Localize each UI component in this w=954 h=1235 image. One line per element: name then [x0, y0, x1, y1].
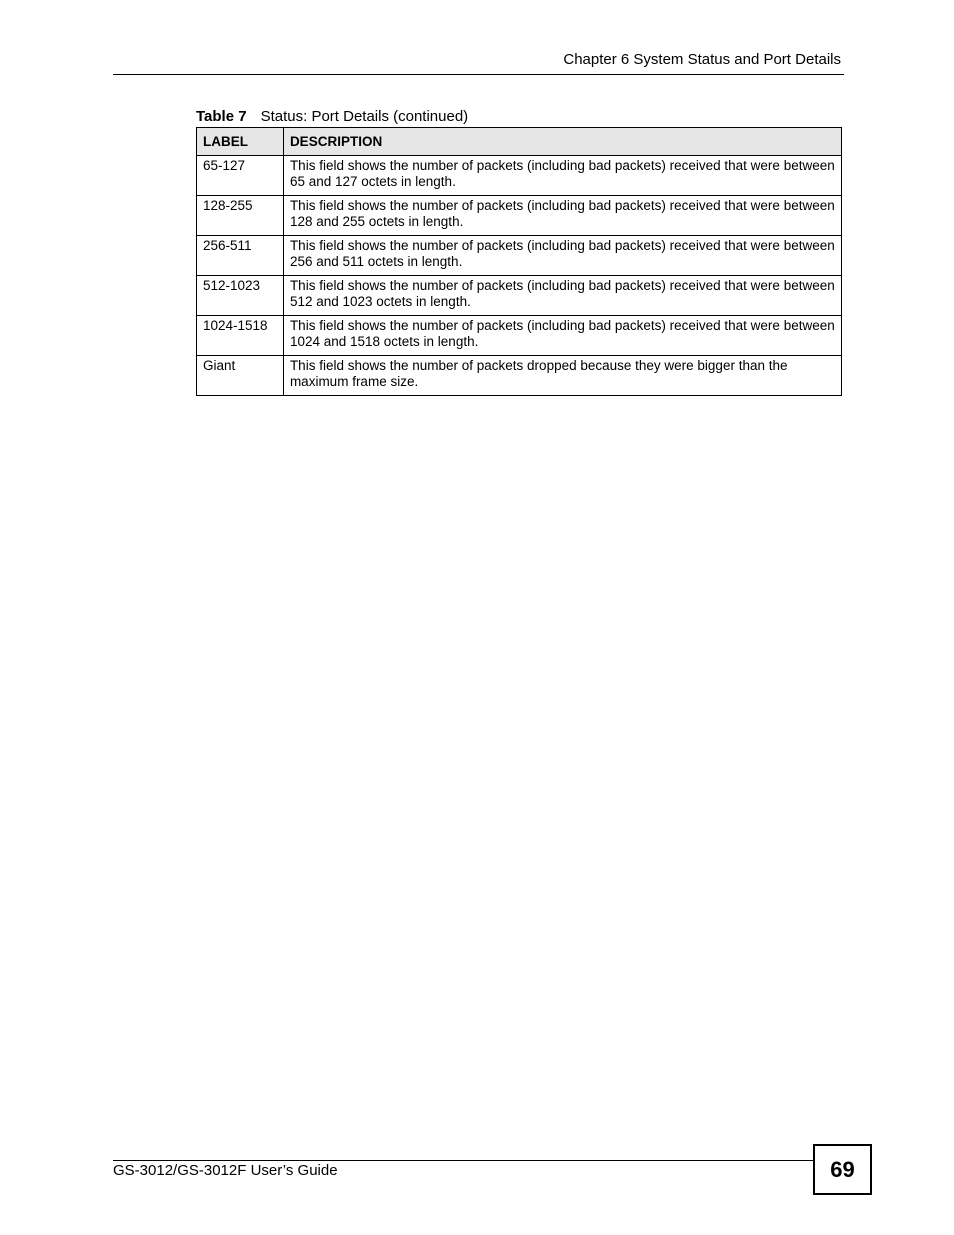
chapter-header: Chapter 6 System Status and Port Details [563, 51, 841, 68]
column-header-label: LABEL [197, 128, 284, 156]
row-description: This field shows the number of packets (including bad packets) received that were between 512 and 1023 octets in length. [283, 276, 841, 316]
header-divider [113, 74, 844, 75]
table-row [197, 236, 842, 276]
table-row [197, 196, 842, 236]
column-header-description: DESCRIPTION [283, 128, 841, 156]
row-description: This field shows the number of packets dropped because they were bigger than the maximum frame size. [283, 356, 841, 396]
footer-divider [113, 1160, 814, 1161]
row-description: This field shows the number of packets (including bad packets) received that were between 65 and 127 octets in length. [283, 156, 841, 196]
row-description: This field shows the number of packets (including bad packets) received that were between 256 and 511 octets in length. [283, 236, 841, 276]
row-description: This field shows the number of packets (including bad packets) received that were between 128 and 255 octets in length. [283, 196, 841, 236]
table-row [197, 156, 842, 196]
table-caption-label: Table 7 [196, 108, 247, 125]
row-label: Giant [197, 356, 284, 396]
row-label: 256-511 [197, 236, 284, 276]
row-description: This field shows the number of packets (including bad packets) received that were between 1024 and 1518 octets in length. [283, 316, 841, 356]
table-row [197, 316, 842, 356]
guide-title: GS-3012/GS-3012F User’s Guide [113, 1162, 338, 1179]
table-row [197, 356, 842, 396]
row-label: 512-1023 [197, 276, 284, 316]
table-row [197, 276, 842, 316]
table-caption [196, 108, 468, 126]
port-details-table [196, 127, 842, 396]
table-caption-text: Status: Port Details (continued) [260, 108, 469, 125]
row-label: 128-255 [197, 196, 284, 236]
row-label: 65-127 [197, 156, 284, 196]
page-number: 69 [813, 1144, 872, 1195]
table-header-row [197, 128, 842, 156]
row-label: 1024-1518 [197, 316, 284, 356]
